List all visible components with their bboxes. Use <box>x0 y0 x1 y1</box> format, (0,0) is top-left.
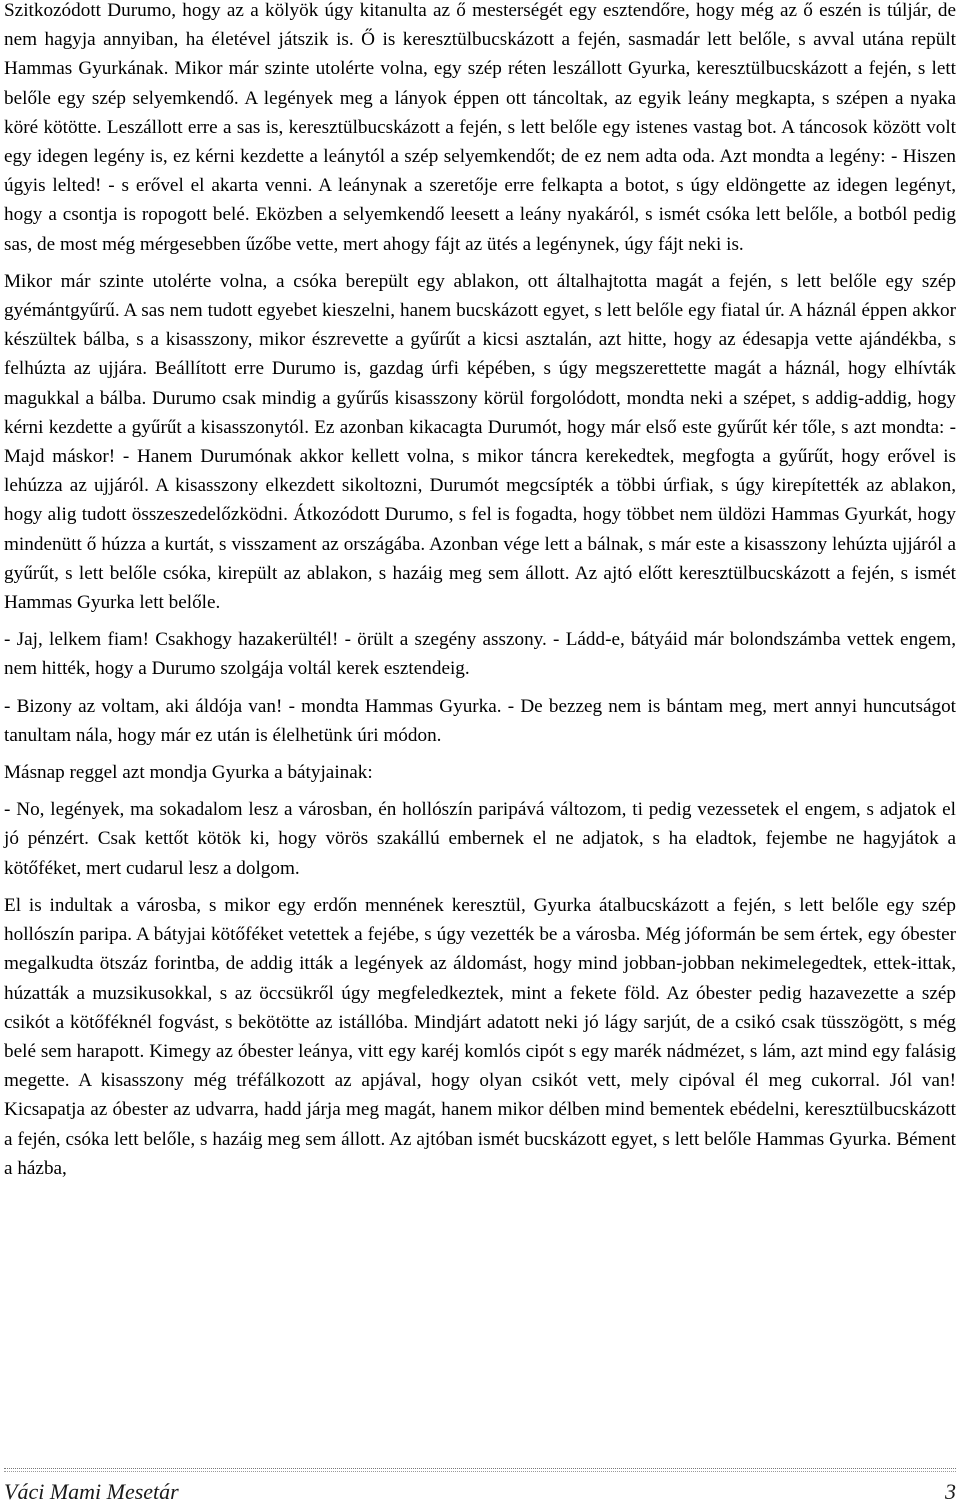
paragraph-7: El is indultak a városba, s mikor egy erdőn mennének keresztül, Gyurka átalbucskázott a fején, s lett belőle egy szép hollószín paripa. A bátyjai kötőféket vetettek a fejébe, s úgy vezették be a városba. Még jóformán be sem értek, egy óbester megalkudta ötszáz forintba, de addig itták a legények az áldomást, hogy mind jobban-jobban nekimelegedtek, ettek-ittak, húzatták a muzsikusokkal, s az öccsükről úgy megfeledkeztek, mint a fekete föld. Az óbester pedig hazavezette a szép csikót a kötőféknél fogvást, s bekötötte az istállóba. Mindjárt adatott neki jó lágy sarjút, de a csikó csak tüsszögött, s még belé sem harapott. Kimegy az óbester leánya, vitt egy karéj komlós cipót s egy marék nádmézet, s lám, azt mind egy falásig megette. A kisasszony még tréfálkozott az apjával, hogy olyan csikót vett, mely cipóval él meg cukorral. Jól van! Kicsapatja az óbester az udvarra, hadd járja meg magát, hanem mikor délben mind bementek ebédelni, keresztülbucskázott a fején, csóka lett belőle, s hazáig meg sem állott. Az ajtóban ismét bucskázott egyet, s lett belőle Hammas Gyurka. Bément a házba, <box>4 894 956 1179</box>
paragraph-3: - Jaj, lelkem fiam! Csakhogy hazakerültél! - örült a szegény asszony. - Ládd-e, bátyáid már bolondszámba vettek engem, nem hitték, hogy a Durumo szolgája voltál kerek esztendeig. <box>4 629 956 680</box>
paragraph-6: - No, legények, ma sokadalom lesz a városban, én hollószín paripává változom, ti pedig vezessetek el engem, s adjatok el jó pénzért. Csak kettőt kötök ki, hogy vörös szakállú embernek el ne adjatok, s ha eladtok, fejembe ne hagyjátok a kötőféket, mert cudarul lesz a dolgom. <box>4 799 956 879</box>
story-text <box>4 0 956 1191</box>
page-footer <box>4 1478 956 1506</box>
paragraph-4: - Bizony az voltam, aki áldója van! - mondta Hammas Gyurka. - De bezzeg nem is bántam meg, mert annyi huncutságot tanultam nála, hogy már ez után is élelhetünk úri módon. <box>4 695 956 746</box>
footer-divider <box>4 1468 956 1469</box>
paragraph-1: Szitkozódott Durumo, hogy az a kölyök úgy kitanulta az ő mesterségét egy esztendőre, hogy még az ő eszén is túljár, de nem hagyja annyiban, ha életével játszik is. Ő is keresztülbucskázott a fején, sasmadár lett belőle, s avval utána repült Hammas Gyurkának. Mikor már szinte utolérte volna, egy szép réten leszállott Gyurka, keresztülbucskázott a fején, s lett belőle egy szép selyemkendő. A legények meg a lányok éppen ott táncoltak, az egyik leány megkapta, s szépen a nyaka köré kötötte. Leszállott erre a sas is, keresztülbucskázott a fején, s lett belőle egy istenes vastag bot. A táncosok között volt egy idegen legény is, ez kérni kezdette a leánytól a szép selyemkendőt; de ez nem adta oda. Azt mondta a legény: - Hiszen úgyis lelted! - s erővel el akarta venni. A leánynak a szeretője erre felkapta a botot, s úgy eldöngette az idegen legényt, hogy a csontja is ropogott belé. Eközben a selyemkendő leesett a leány nyakáról, s ismét csóka lett belőle, a botból pedig sas, de most még mérgesebben űzőbe vette, mert ahogy fájt az ütés a legénynek, úgy fájt neki is. <box>4 0 956 255</box>
footer-title: Váci Mami Mesetár <box>4 1479 179 1504</box>
footer-divider-secondary <box>4 1471 956 1472</box>
paragraph-5: Másnap reggel azt mondja Gyurka a bátyjainak: <box>4 762 373 784</box>
paragraph-2: Mikor már szinte utolérte volna, a csóka berepült egy ablakon, ott általhajtotta magát a fején, s lett belőle egy szép gyémántgyűrű. A sas nem tudott egyebet kieszelni, hanem bucskázott egyet, s lett belőle egy fiatal úr. A háznál éppen akkor készültek bálba, s a kisasszony, mikor észrevette a gyűrűt a kicsi asztalán, azt hitte, hogy az édesapja vette ajándékba, s felhúzta az ujjára. Beállított erre Durumo is, gazdag úrfi képében, s úgy megszerettette magát a háznál, hogy elhívták magukkal a bálba. Durumo csak mindig a gyűrűs kisasszony körül forgolódott, mondta neki a szépet, s addig-addig, hogy kérni kezdette a gyűrűt a kisasszonytól. Ez azonban kikacagta Durumót, hogy már első este gyűrűt kér tőle, s azt mondta: - Majd máskor! - Hanem Durumónak akkor kellett volna, s mikor táncra kerekedtek, megfogta a gyűrűt, hogy erővel is lehúzza az ujjáról. A kisasszony elkezdett sikoltozni, Durumót megcsípték a többi úrfiak, s úgy kirepítették az ablakon, hogy alig tudott összeszedelőzködni. Átkozódott Durumo, s fel is fogadta, hogy többet nem üldözi Hammas Gyurkát, hogy mindenütt ő húzza a kurtát, s visszament az országába. Azonban vége lett a bálnak, s már este a kisasszony lehúzta ujjáról a gyűrűt, s lett belőle csóka, kirepült az ablakon, s hazáig meg sem állott. Az ajtó előtt keresztülbucskázott a fején, s ismét Hammas Gyurka lett belőle. <box>4 270 956 614</box>
page-number: 3 <box>945 1479 956 1504</box>
